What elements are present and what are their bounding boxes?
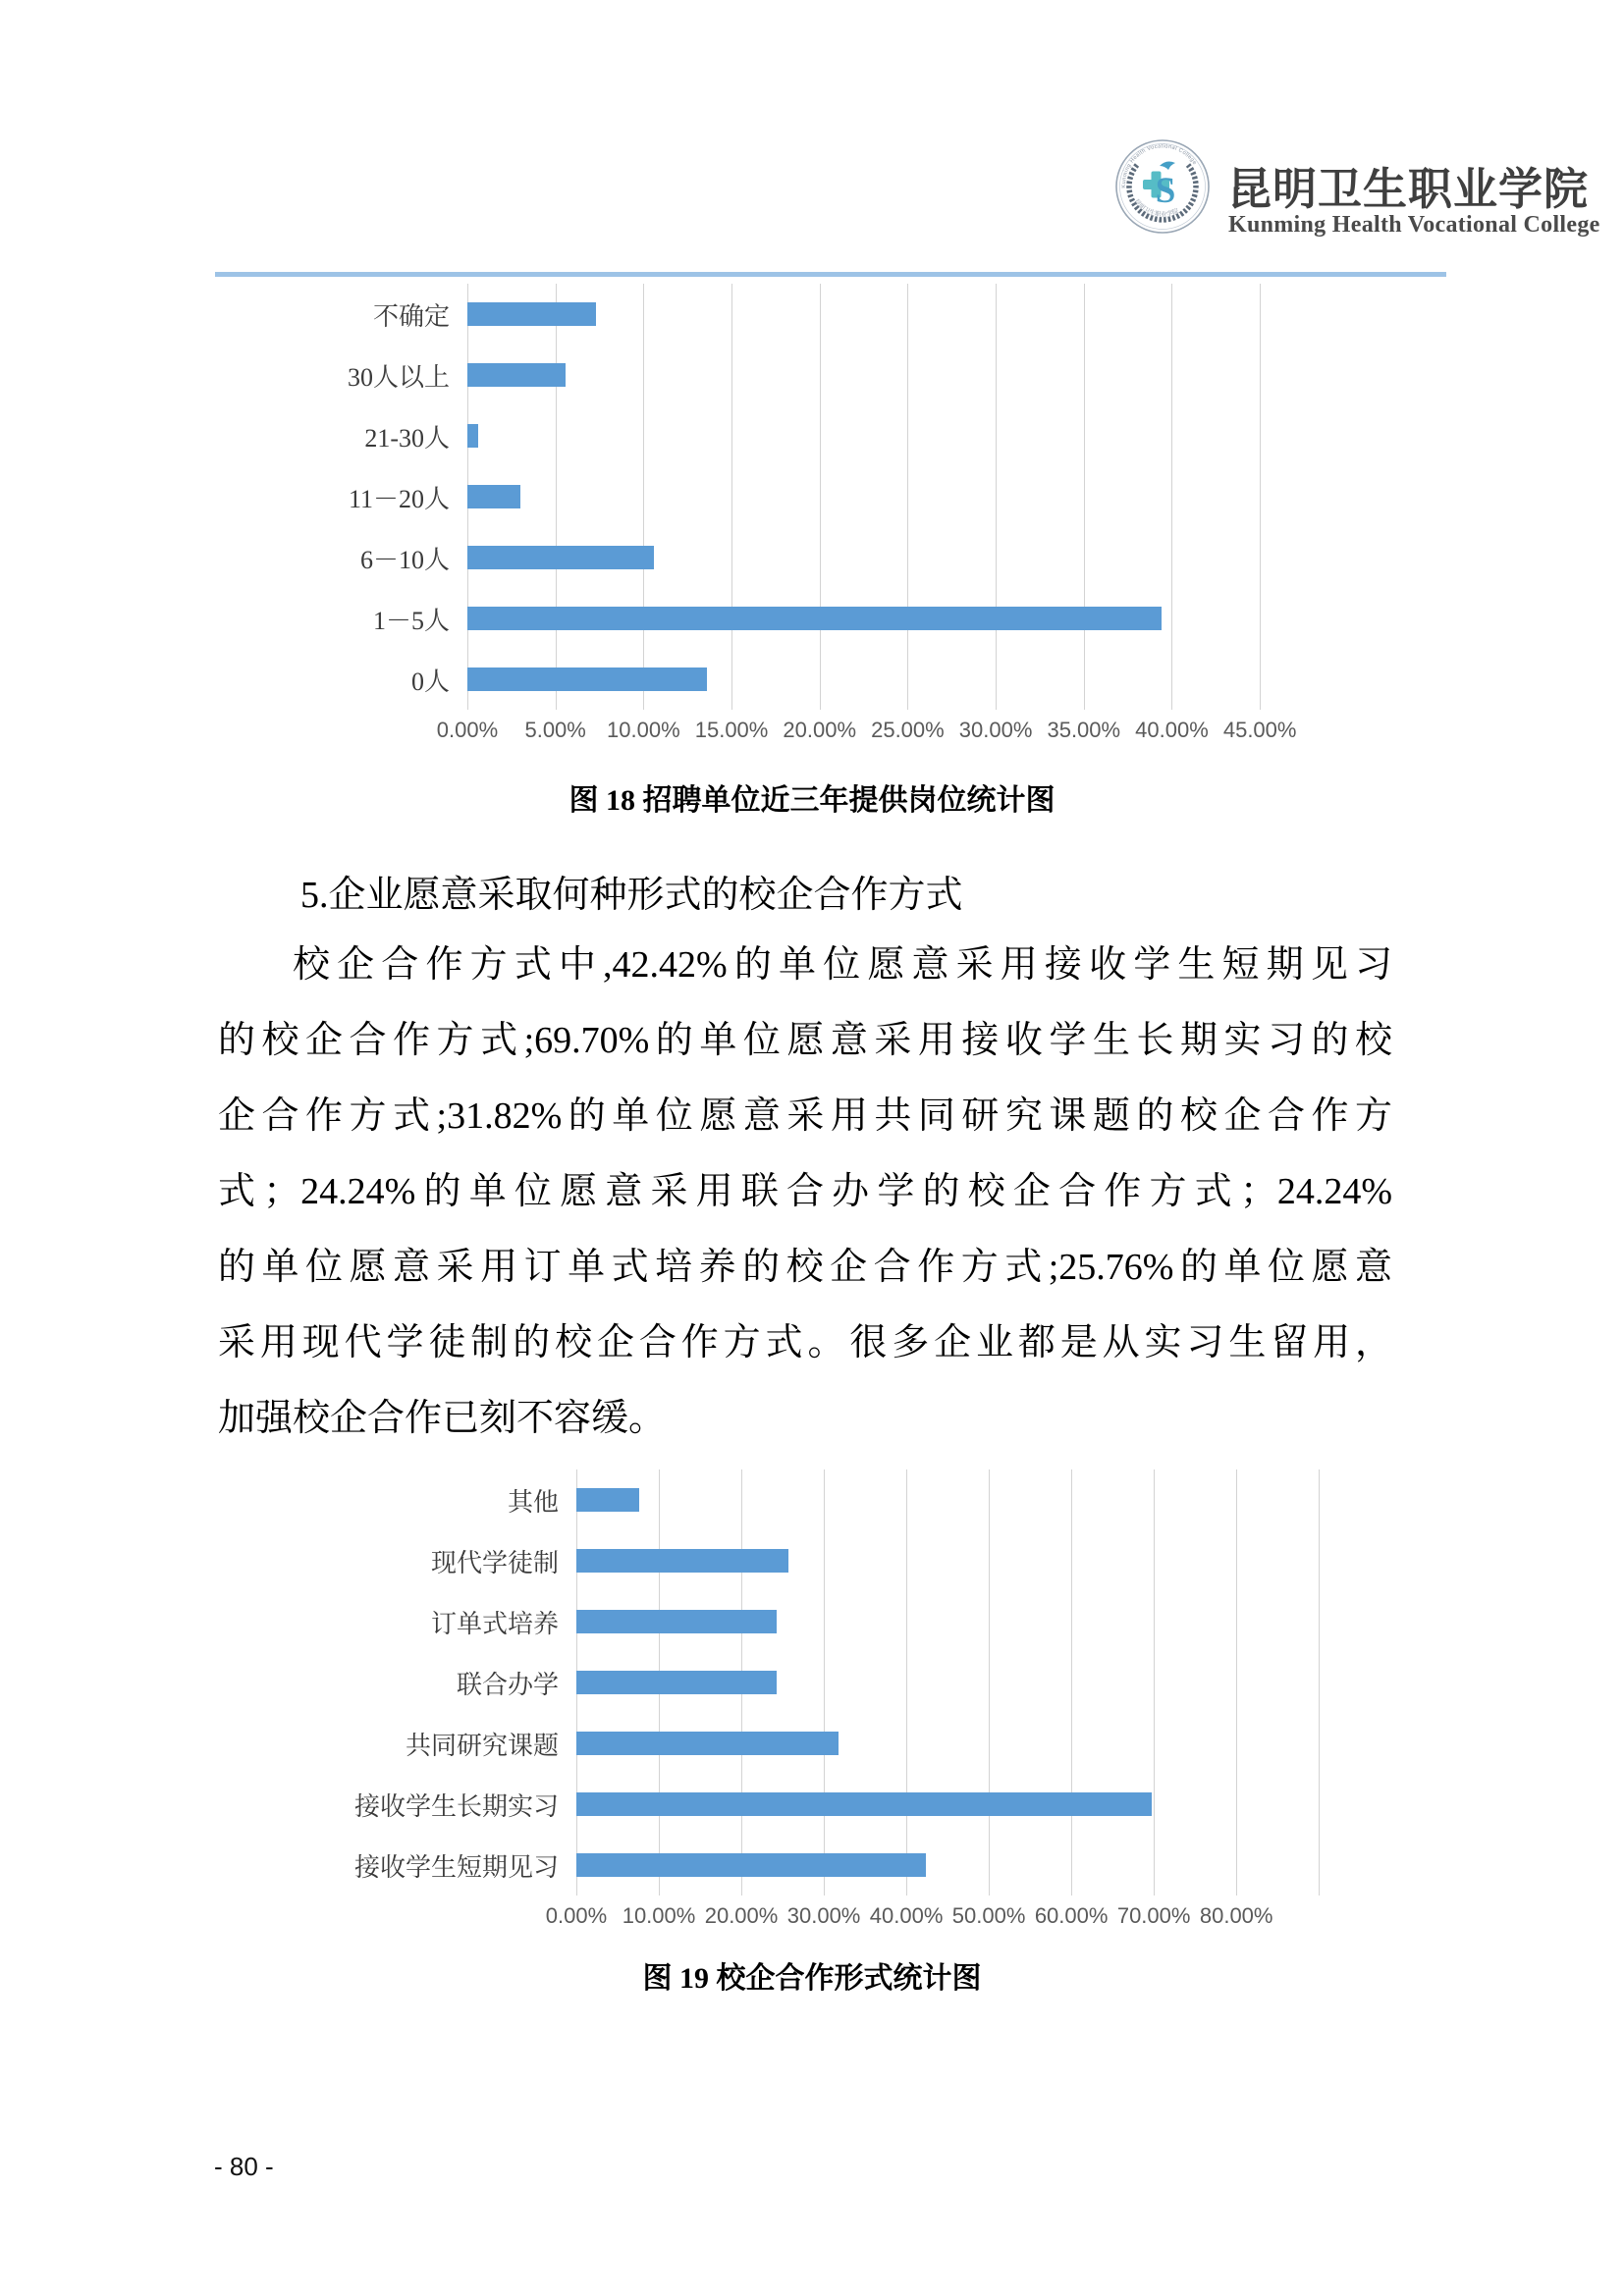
bar-0人 xyxy=(467,667,707,691)
college-name-calligraphy: 昆明卫生职业学院 xyxy=(1227,165,1590,214)
chart-row xyxy=(236,649,1304,710)
bar-area xyxy=(576,1530,1335,1591)
chart-x-axis xyxy=(436,718,1304,747)
x-tick-label: 30.00% xyxy=(958,718,1033,742)
chart-row xyxy=(295,1835,1335,1896)
x-tick-label: 60.00% xyxy=(1034,1903,1109,1928)
x-tick-label: 15.00% xyxy=(694,718,769,742)
bar-接收学生长期实习 xyxy=(576,1792,1152,1816)
chart-row xyxy=(236,284,1304,345)
chart-row xyxy=(236,405,1304,466)
x-tick-label: 25.00% xyxy=(871,718,945,742)
college-seal-logo xyxy=(1113,137,1212,236)
bar-area xyxy=(576,1469,1335,1530)
bar-现代学徒制 xyxy=(576,1549,788,1573)
category-label: 11－20人 xyxy=(348,484,450,513)
figure-caption-18: 图 18 招聘单位近三年提供岗位统计图 xyxy=(568,784,1056,817)
page-number: - 80 - xyxy=(214,2152,274,2181)
paragraph-line: 校企合作方式中,42.42%的单位愿意采用接收学生短期见习 xyxy=(293,944,1392,986)
bar-其他 xyxy=(576,1488,639,1512)
x-tick-label: 10.00% xyxy=(622,1903,696,1928)
bar-30人以上 xyxy=(467,363,566,387)
bar-area xyxy=(576,1835,1335,1896)
category-label: 联合办学 xyxy=(456,1670,559,1699)
bar-area xyxy=(467,405,1304,466)
paragraph-line: 企合作方式;31.82%的单位愿意采用共同研究课题的校企合作方 xyxy=(218,1095,1392,1137)
category-label: 6－10人 xyxy=(359,545,450,574)
header-divider-rule xyxy=(215,272,1446,277)
bar-area xyxy=(467,345,1304,405)
body-paragraph xyxy=(218,928,1392,1457)
category-label: 1－5人 xyxy=(372,606,450,635)
chart-row xyxy=(295,1774,1335,1835)
chart-rows xyxy=(236,284,1304,710)
x-tick-label: 30.00% xyxy=(786,1903,861,1928)
bar-area xyxy=(576,1591,1335,1652)
paragraph-line: 式；24.24%的单位愿意采用联合办学的校企合作方式；24.24% xyxy=(218,1171,1392,1212)
x-tick-label: 40.00% xyxy=(1135,718,1209,742)
category-label: 接收学生短期见习 xyxy=(353,1852,559,1882)
category-label: 其他 xyxy=(507,1487,559,1517)
bar-1－5人 xyxy=(467,607,1162,630)
x-tick-label: 35.00% xyxy=(1047,718,1121,742)
category-label: 不确定 xyxy=(372,301,450,331)
bar-联合办学 xyxy=(576,1671,777,1694)
category-label: 21-30人 xyxy=(364,423,450,453)
x-tick-label: 10.00% xyxy=(607,718,680,742)
x-tick-label: 40.00% xyxy=(869,1903,944,1928)
seal-letter: S xyxy=(1155,171,1176,211)
seal-arc-text-zh: 昆明卫生职业学院 xyxy=(1132,197,1180,219)
bar-6－10人 xyxy=(467,546,654,569)
x-tick-label: 20.00% xyxy=(783,718,857,742)
chart-row xyxy=(295,1591,1335,1652)
bar-area xyxy=(467,284,1304,345)
bar-area xyxy=(576,1774,1335,1835)
x-tick-label: 70.00% xyxy=(1116,1903,1191,1928)
chart-x-axis xyxy=(545,1903,1335,1933)
college-name-english: Kunming Health Vocational College xyxy=(1228,212,1600,238)
paragraph-line: 加强校企合作已刻不容缓。 xyxy=(218,1398,667,1439)
category-label: 接收学生长期实习 xyxy=(353,1791,559,1821)
category-label: 现代学徒制 xyxy=(430,1548,559,1577)
chart-row xyxy=(295,1530,1335,1591)
paragraph-line: 的单位愿意采用订单式培养的校企合作方式;25.76%的单位愿意 xyxy=(218,1247,1392,1288)
category-label: 0人 xyxy=(410,667,450,696)
chart-row xyxy=(236,588,1304,649)
x-tick-label: 5.00% xyxy=(524,718,586,742)
bar-area xyxy=(467,588,1304,649)
bar-订单式培养 xyxy=(576,1610,777,1633)
bar-area xyxy=(576,1652,1335,1713)
chart-row xyxy=(236,345,1304,405)
bar-area xyxy=(576,1713,1335,1774)
chart-rows xyxy=(295,1469,1335,1896)
category-label: 共同研究课题 xyxy=(405,1731,559,1760)
chart-row xyxy=(295,1469,1335,1530)
chart-fig19-cooperation-forms xyxy=(295,1469,1335,1939)
bar-area xyxy=(467,466,1304,527)
chart-row xyxy=(236,466,1304,527)
figure-caption-19: 图 19 校企合作形式统计图 xyxy=(642,1962,982,1995)
paragraph-line: 采用现代学徒制的校企合作方式。很多企业都是从实习生留用， xyxy=(218,1322,1392,1363)
section-heading: 5.企业愿意采取何种形式的校企合作方式 xyxy=(300,875,963,916)
paragraph-line: 的校企合作方式;69.70%的单位愿意采用接收学生长期实习的校 xyxy=(218,1020,1392,1061)
x-tick-label: 50.00% xyxy=(951,1903,1026,1928)
bar-area xyxy=(467,527,1304,588)
bar-21-30人 xyxy=(467,424,478,448)
bar-接收学生短期见习 xyxy=(576,1853,926,1877)
bar-11－20人 xyxy=(467,485,520,508)
bar-共同研究课题 xyxy=(576,1732,839,1755)
chart-row xyxy=(295,1713,1335,1774)
bar-area xyxy=(467,649,1304,710)
x-tick-label: 80.00% xyxy=(1199,1903,1273,1928)
chart-fig18-positions-offered xyxy=(236,284,1304,753)
bar-不确定 xyxy=(467,302,596,326)
chart-row xyxy=(236,527,1304,588)
category-label: 30人以上 xyxy=(347,362,450,392)
seal-arc-text-en: Kunming Health Vocational College xyxy=(1120,143,1198,188)
x-tick-label: 45.00% xyxy=(1222,718,1297,742)
chart-row xyxy=(295,1652,1335,1713)
category-label: 订单式培养 xyxy=(430,1609,559,1638)
x-tick-label: 0.00% xyxy=(436,718,499,742)
x-tick-label: 0.00% xyxy=(545,1903,608,1928)
x-tick-label: 20.00% xyxy=(704,1903,779,1928)
